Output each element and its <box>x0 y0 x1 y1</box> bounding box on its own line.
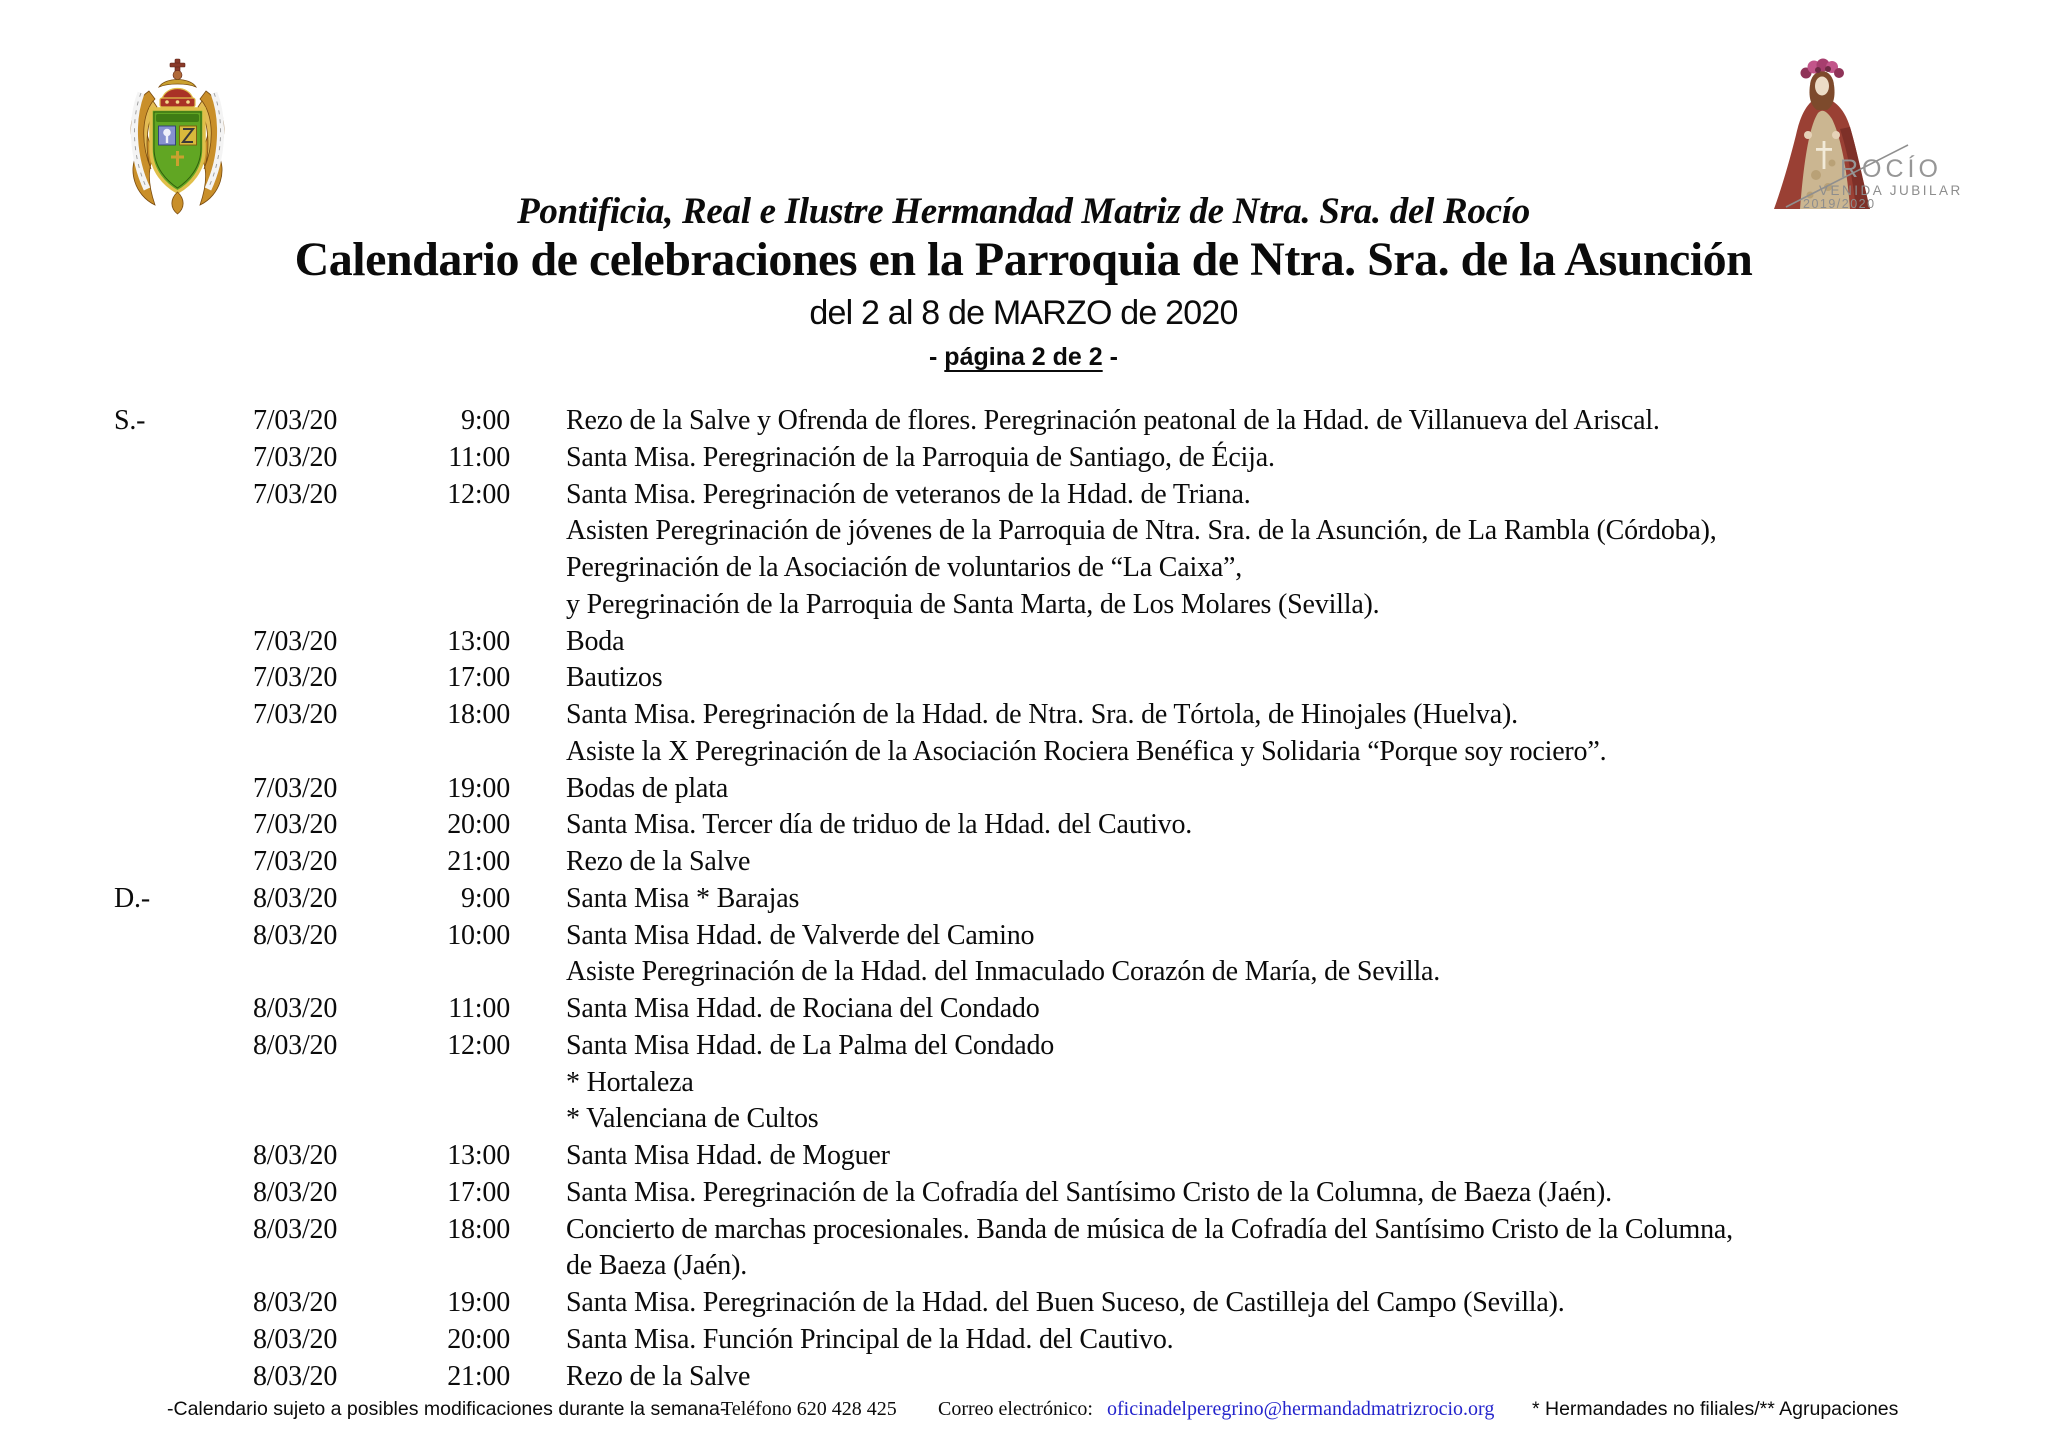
schedule-row <box>0 1212 2047 1249</box>
event-time: 19:00 <box>447 1287 510 1318</box>
event-time: 9:00 <box>461 405 510 436</box>
event-date: 7/03/20 <box>253 809 338 841</box>
event-time: 17:00 <box>447 662 510 694</box>
event-date: 8/03/20 <box>253 1140 338 1171</box>
date-range-subtitle: del 2 al 8 de MARZO de 2020 <box>809 294 1238 332</box>
event-date: 8/03/20 <box>253 1323 338 1355</box>
rocio-logo-years: 2019/2020 <box>1803 197 1876 211</box>
page-number-label: página 2 de 2 <box>944 343 1103 371</box>
event-date: 7/03/20 <box>253 405 338 436</box>
event-description: Santa Misa. Peregrinación de la Parroquia de Santiago, de Écija. <box>566 441 1275 473</box>
event-description: Santa Misa Hdad. de Valverde del Camino <box>566 919 1035 951</box>
event-description: Santa Misa. Peregrinación de la Hdad. del Buen Suceso, de Castilleja del Campo (Sevilla). <box>566 1287 1565 1318</box>
schedule-row <box>0 844 2047 881</box>
event-description: Santa Misa. Peregrinación de la Hdad. de Ntra. Sra. de Tórtola, de Hinojales (Huelva). <box>566 699 1518 730</box>
schedule-row <box>0 513 2047 550</box>
day-marker <box>114 1028 253 1065</box>
event-date <box>253 1248 361 1285</box>
schedule-row <box>0 550 2047 587</box>
event-description: Rezo de la Salve y Ofrenda de flores. Peregrinación peatonal de la Hdad. de Villanueva del Ariscal. <box>566 405 1660 436</box>
day-marker <box>114 1175 253 1212</box>
schedule-row <box>0 1028 2047 1065</box>
footer-phone: Teléfono 620 428 425 <box>721 1398 897 1420</box>
event-description: Santa Misa. Función Principal de la Hdad. del Cautivo. <box>566 1323 1174 1355</box>
organization-name: Pontificia, Real e Ilustre Hermandad Matriz de Ntra. Sra. del Rocío <box>517 191 1530 232</box>
event-time <box>361 1101 510 1138</box>
event-description: Asisten Peregrinación de jóvenes de la Parroquia de Ntra. Sra. de la Asunción, de La Rambla (Córdoba), <box>566 515 1717 547</box>
day-marker <box>114 1212 253 1249</box>
day-marker: S.- <box>114 405 146 436</box>
day-marker <box>114 1322 253 1359</box>
footer-email-label: Correo electrónico: <box>938 1398 1093 1420</box>
event-description: de Baeza (Jaén). <box>566 1250 748 1282</box>
event-time <box>361 954 510 991</box>
day-marker <box>114 1359 253 1396</box>
event-description: Bodas de plata <box>566 772 729 804</box>
schedule-row <box>0 1065 2047 1102</box>
schedule-row <box>0 881 2047 918</box>
event-time: 13:00 <box>447 1140 510 1171</box>
event-description: * Valenciana de Cultos <box>566 1103 819 1135</box>
event-date: 8/03/20 <box>253 1176 338 1208</box>
day-marker <box>114 844 253 881</box>
day-marker <box>114 1248 253 1285</box>
event-time <box>361 1065 510 1102</box>
footer-legend: * Hermandades no filiales/** Agrupaciones <box>1532 1398 1899 1420</box>
event-description: Asiste la X Peregrinación de la Asociación Rociera Benéfica y Solidaria “Porque soy rociero”. <box>566 735 1607 767</box>
schedule-row <box>0 1322 2047 1359</box>
schedule-row <box>0 403 2047 440</box>
event-time <box>361 513 510 550</box>
event-time: 21:00 <box>447 846 510 877</box>
day-marker <box>114 440 253 477</box>
day-marker: D.- <box>114 882 150 914</box>
schedule-row <box>0 918 2047 955</box>
rocio-logo-wordmark: ROCÍO <box>1840 155 1942 183</box>
event-date: 7/03/20 <box>253 699 338 730</box>
event-time: 18:00 <box>447 699 510 730</box>
event-description: Rezo de la Salve <box>566 1360 751 1392</box>
day-marker <box>114 771 253 808</box>
schedule-row <box>0 477 2047 514</box>
event-time: 21:00 <box>447 1360 510 1392</box>
event-date <box>253 734 361 771</box>
page-indicator <box>0 341 2047 373</box>
event-time <box>361 1248 510 1285</box>
event-time: 10:00 <box>447 919 510 951</box>
event-date: 8/03/20 <box>253 1287 338 1318</box>
event-date <box>253 1101 361 1138</box>
event-description: y Peregrinación de la Parroquia de Santa Marta, de Los Molares (Sevilla). <box>566 588 1380 620</box>
event-date: 8/03/20 <box>253 1360 338 1392</box>
event-description: Santa Misa. Tercer día de triduo de la Hdad. del Cautivo. <box>566 809 1193 841</box>
event-date <box>253 550 361 587</box>
event-description: Rezo de la Salve <box>566 846 751 877</box>
event-date: 7/03/20 <box>253 772 338 804</box>
event-date: 8/03/20 <box>253 1029 338 1061</box>
event-date <box>253 954 361 991</box>
footer-disclaimer: -Calendario sujeto a posibles modificaciones durante la semana- <box>167 1398 727 1420</box>
schedule-row <box>0 1101 2047 1138</box>
day-marker <box>114 807 253 844</box>
day-marker <box>114 1138 253 1175</box>
schedule-row <box>0 587 2047 624</box>
event-date: 7/03/20 <box>253 441 338 473</box>
page-indicator-prefix: - <box>929 343 945 371</box>
schedule-row <box>0 440 2047 477</box>
day-marker <box>114 550 253 587</box>
page-indicator-suffix: - <box>1102 343 1118 371</box>
event-date: 7/03/20 <box>253 625 338 657</box>
schedule-row <box>0 734 2047 771</box>
schedule-row <box>0 624 2047 661</box>
event-description: Santa Misa. Peregrinación de veteranos de la Hdad. de Triana. <box>566 478 1251 510</box>
event-date: 8/03/20 <box>253 1213 338 1245</box>
event-time: 19:00 <box>447 772 510 804</box>
event-time: 13:00 <box>447 625 510 657</box>
day-marker <box>114 1285 253 1322</box>
event-date: 7/03/20 <box>253 478 338 510</box>
day-marker <box>114 587 253 624</box>
event-date: 7/03/20 <box>253 662 338 694</box>
day-marker <box>114 918 253 955</box>
day-marker <box>114 513 253 550</box>
event-date: 8/03/20 <box>253 919 338 951</box>
event-time <box>361 734 510 771</box>
event-description: Santa Misa Hdad. de Rociana del Condado <box>566 993 1040 1024</box>
day-marker <box>114 991 253 1028</box>
event-time: 18:00 <box>447 1213 510 1245</box>
event-description: Santa Misa. Peregrinación de la Cofradía del Santísimo Cristo de la Columna, de Baeza (Jaén). <box>566 1176 1612 1208</box>
schedule-row <box>0 954 2047 991</box>
event-description: * Hortaleza <box>566 1066 694 1098</box>
event-time: 20:00 <box>447 809 510 841</box>
event-description: Asiste Peregrinación de la Hdad. del Inmaculado Corazón de María, de Sevilla. <box>566 956 1441 988</box>
event-date <box>253 1065 361 1102</box>
day-marker <box>114 697 253 734</box>
schedule-row <box>0 771 2047 808</box>
day-marker <box>114 477 253 514</box>
event-time: 11:00 <box>448 441 510 473</box>
day-marker <box>114 734 253 771</box>
day-marker <box>114 1065 253 1102</box>
event-description: Santa Misa Hdad. de La Palma del Condado <box>566 1029 1055 1061</box>
event-date: 7/03/20 <box>253 846 338 877</box>
event-time: 12:00 <box>447 478 510 510</box>
schedule-row <box>0 991 2047 1028</box>
schedule-row <box>0 660 2047 697</box>
day-marker <box>114 1101 253 1138</box>
schedule-row <box>0 1175 2047 1212</box>
event-description: Peregrinación de la Asociación de voluntarios de “La Caixa”, <box>566 552 1243 583</box>
schedule-row <box>0 807 2047 844</box>
event-date <box>253 513 361 550</box>
schedule-row <box>0 1285 2047 1322</box>
event-date <box>253 587 361 624</box>
event-description: Bautizos <box>566 662 663 694</box>
event-date: 8/03/20 <box>253 882 338 914</box>
event-time: 20:00 <box>447 1323 510 1355</box>
schedule-row <box>0 1359 2047 1396</box>
event-time: 9:00 <box>461 882 510 914</box>
schedule-row <box>0 1248 2047 1285</box>
event-time: 12:00 <box>447 1029 510 1061</box>
day-marker <box>114 660 253 697</box>
footer <box>0 1398 2047 1428</box>
event-description: Santa Misa Hdad. de Moguer <box>566 1140 890 1171</box>
event-time: 17:00 <box>447 1176 510 1208</box>
event-date: 8/03/20 <box>253 993 338 1024</box>
footer-email-link[interactable]: oficinadelperegrino@hermandadmatrizrocio.org <box>1107 1398 1495 1420</box>
event-time <box>361 587 510 624</box>
event-description: Boda <box>566 625 625 657</box>
event-description: Concierto de marchas procesionales. Banda de música de la Cofradía del Santísimo Cristo de la Columna, <box>566 1213 1733 1245</box>
celebrations-schedule <box>0 403 2047 1395</box>
event-time: 11:00 <box>448 993 510 1024</box>
day-marker <box>114 624 253 661</box>
schedule-row <box>0 1138 2047 1175</box>
day-marker <box>114 954 253 991</box>
page-title: Calendario de celebraciones en la Parroquia de Ntra. Sra. de la Asunción <box>294 233 1753 286</box>
schedule-row <box>0 697 2047 734</box>
rocio-logo-subtitle: VENIDA JUBILAR <box>1819 183 1963 198</box>
event-description: Santa Misa * Barajas <box>566 882 800 914</box>
event-time <box>361 550 510 587</box>
